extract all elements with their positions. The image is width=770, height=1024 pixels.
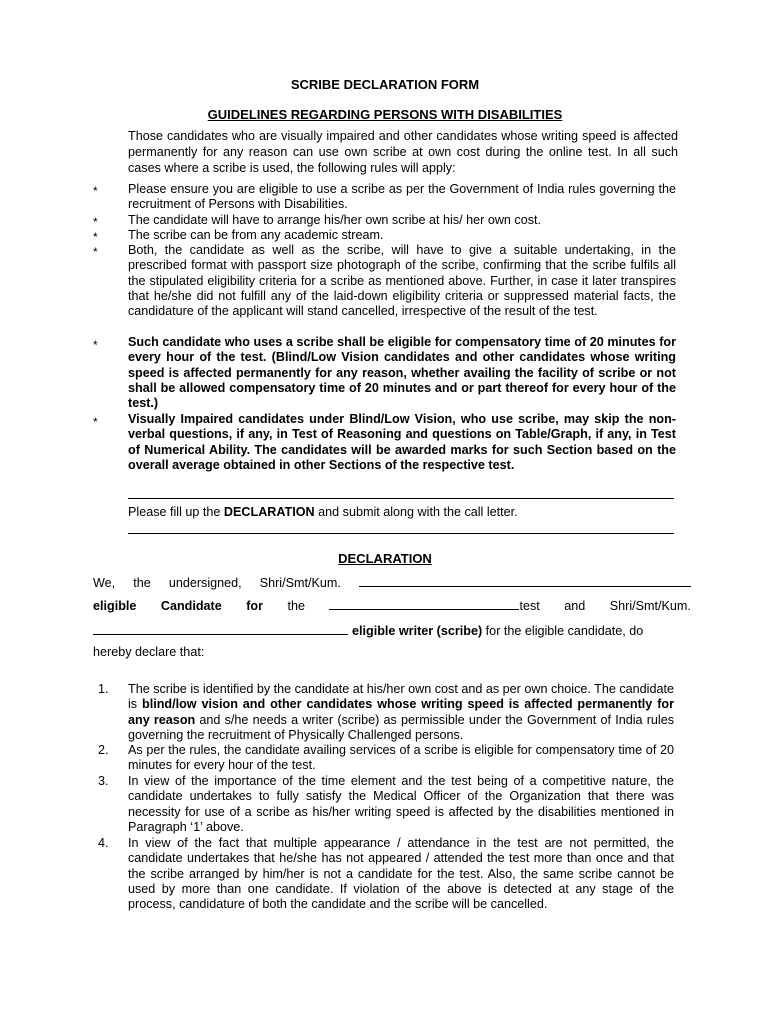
- declaration-line-4: hereby declare that:: [93, 645, 205, 659]
- decl-word-we: We,: [93, 576, 116, 590]
- rule-6: Visually Impaired candidates under Blind/Low Vision, who use scribe, may skip the non-verbal questions, if any, in Test of Reasoning and questions on Table/Graph, if any, in Test of Numerical Ability. The candidates will be awarded marks for such Section based on the overall average obtained in other Sections of the respective test.: [128, 412, 676, 472]
- guidelines-heading: GUIDELINES REGARDING PERSONS WITH DISABILITIES: [207, 107, 563, 122]
- separator-line-top: [128, 498, 674, 499]
- declaration-heading: DECLARATION: [338, 551, 432, 566]
- fill-instruction: [128, 504, 518, 520]
- bullet-4: *: [93, 245, 98, 259]
- point-2-text: As per the rules, the candidate availing services of a scribe is eligible for compensatory time of 20 minutes for every hour of the test.: [128, 743, 674, 773]
- point-2-number: 2.: [98, 743, 109, 757]
- point-3-number: 3.: [98, 774, 109, 788]
- decl-word-the-2: the: [287, 599, 305, 613]
- test-name-group: [329, 597, 539, 614]
- scribe-name-field[interactable]: [93, 622, 348, 635]
- decl-word-shri-2: Shri/Smt/Kum.: [609, 599, 691, 613]
- form-title: SCRIBE DECLARATION FORM: [290, 77, 480, 92]
- fill-instruction-end: and submit along with the call letter.: [314, 505, 518, 519]
- rule-1: Please ensure you are eligible to use a scribe as per the Government of India rules governing the recruitment of Persons with Disabilities.: [128, 182, 676, 212]
- decl-word-and: and: [564, 599, 586, 613]
- point-1-text-c: and s/he needs a writer (scribe) as permissible under the Government of India rules governing the recruitment of Physically Challenged persons.: [128, 712, 674, 742]
- bullet-1: *: [93, 184, 98, 198]
- fill-instruction-bold: DECLARATION: [223, 505, 315, 519]
- point-1-text: [128, 682, 674, 743]
- rule-2: The candidate will have to arrange his/her own scribe at his/ her own cost.: [128, 213, 542, 227]
- decl-word-shri: Shri/Smt/Kum.: [259, 576, 341, 590]
- decl-line3-rest: for the eligible candidate, do: [482, 624, 644, 638]
- decl-word-the: the: [133, 576, 151, 590]
- point-1-text-a: The scribe is identified by the candidate at his/her own cost and as per own choice. The candidate is: [128, 682, 674, 712]
- decl-eligible-writer: eligible writer (scribe): [352, 624, 483, 638]
- fill-instruction-start: Please fill up the: [128, 505, 224, 519]
- point-3-text: In view of the importance of the time element and the test being of a competitive nature, the candidate undertakes to fully satisfy the Medical Officer of the Organization that there was necessity for use of a scribe as his/her writing speed is affected by the disabilities mentioned in Paragraph ‘1’ above.: [128, 774, 674, 834]
- bullet-2: *: [93, 215, 98, 229]
- bullet-6: *: [93, 415, 98, 429]
- rule-3: The scribe can be from any academic stream.: [128, 228, 384, 242]
- point-1-text-bold: blind/low vision and other candidates whose writing speed is affected permanently for any reason: [128, 697, 675, 727]
- decl-word-eligible: eligible: [93, 599, 137, 613]
- decl-word-undersigned: undersigned,: [168, 576, 242, 590]
- test-name-field[interactable]: [329, 597, 519, 610]
- bullet-5: *: [93, 338, 98, 352]
- scribe-line: [93, 622, 643, 639]
- declaration-line-2: [93, 597, 691, 614]
- rule-5: Such candidate who uses a scribe shall be eligible for compensatory time of 20 minutes for every hour of the test. (Blind/Low Vision candidates and other candidates whose writing speed is affected permanently for any reason, whether availing the facility of scribe or not shall be allowed compensatory time of 20 minutes and or part thereof for every hour of the test.): [128, 335, 676, 411]
- point-4-number: 4.: [98, 836, 109, 850]
- candidate-name-field[interactable]: [359, 574, 691, 587]
- declaration-line-3: [93, 622, 691, 639]
- point-4-text: In view of the fact that multiple appearance / attendance in the test are not permitted, the candidate undertakes that he/she has not appeared / attended the test more than once and that the scribe arranged by him/her is not a candidate for the test. Also, the same scribe cannot be used by more than one candidate. If violation of the above is detected at any stage of the process, candidature of both the candidate and the scribe will be cancelled.: [128, 836, 674, 912]
- decl-word-test: test: [519, 599, 540, 613]
- decl-word-candidate: Candidate: [160, 599, 222, 613]
- point-1-number: 1.: [98, 682, 109, 696]
- declaration-line-1: [93, 574, 691, 591]
- rule-4: Both, the candidate as well as the scribe, will have to give a suitable undertaking, in the prescribed format with passport size photograph of the scribe, confirming that the scribe fulfils all the stipulated eligibility criteria for a scribe as mentioned above. Further, in case it later transpires that he/she did not fulfill any of the laid-down eligibility criteria or suppressed material facts, the candidature of the applicant will stand cancelled, irrespective of the result of the test.: [128, 243, 676, 319]
- bullet-3: *: [93, 230, 98, 244]
- separator-line-bottom: [128, 533, 674, 534]
- decl-word-for: for: [246, 599, 264, 613]
- intro-paragraph: Those candidates who are visually impaired and other candidates whose writing speed is affected permanently for any reason can use own scribe at own cost during the online test. In all such cases where a scribe is used, the following rules will apply:: [128, 129, 678, 175]
